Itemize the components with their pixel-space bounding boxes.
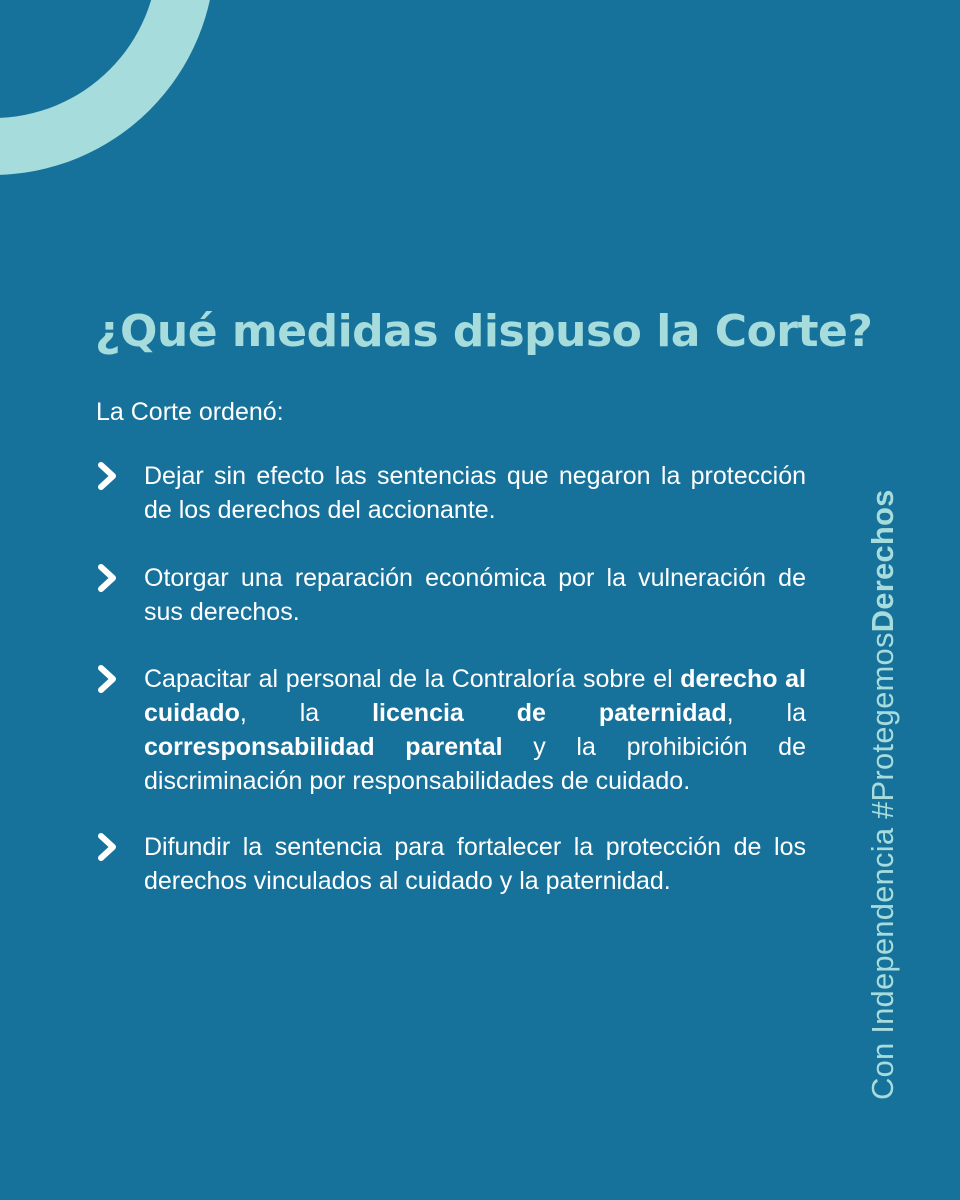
list-item-text xyxy=(144,662,806,798)
chevron-right-icon xyxy=(96,665,120,693)
chevron-right-icon xyxy=(96,462,120,490)
list-item-text: Otorgar una reparación económica por la vulneración de sus derechos. xyxy=(144,564,806,626)
bold-term-licencia-de-paternidad: licencia de paternidad xyxy=(372,699,727,727)
text-run: , la xyxy=(726,699,807,727)
list-item xyxy=(96,561,806,629)
text-run: , la xyxy=(239,699,373,727)
list-item-text: Dejar sin efecto las sentencias que negaron la protección de los derechos del accionante. xyxy=(144,462,806,524)
bold-term-derecho-al-cuidado: derecho al cuidado xyxy=(144,665,806,727)
tagline-prefix: Con Independencia #Protegemos xyxy=(865,632,900,1100)
bold-term-corresponsabilidad-parental: corresponsabilidad parental xyxy=(144,733,503,761)
text-run: y la prohibición de discriminación por responsabilidades de cuidado. xyxy=(144,733,806,795)
intro-text: La Corte ordenó: xyxy=(96,398,284,426)
list-item-text: Difundir la sentencia para fortalecer la protección de los derechos vinculados al cuidado y la paternidad. xyxy=(144,833,806,895)
vertical-tagline xyxy=(865,489,901,1100)
chevron-right-icon xyxy=(96,833,120,861)
chevron-right-icon xyxy=(96,564,120,592)
text-run: Capacitar al personal de la Contraloría sobre el xyxy=(144,665,681,693)
tagline-bold: Derechos xyxy=(865,489,900,633)
slide-title: ¿Qué medidas dispuso la Corte? xyxy=(95,306,873,357)
list-item xyxy=(96,662,806,798)
list-item xyxy=(96,459,806,527)
list-item xyxy=(96,830,806,898)
